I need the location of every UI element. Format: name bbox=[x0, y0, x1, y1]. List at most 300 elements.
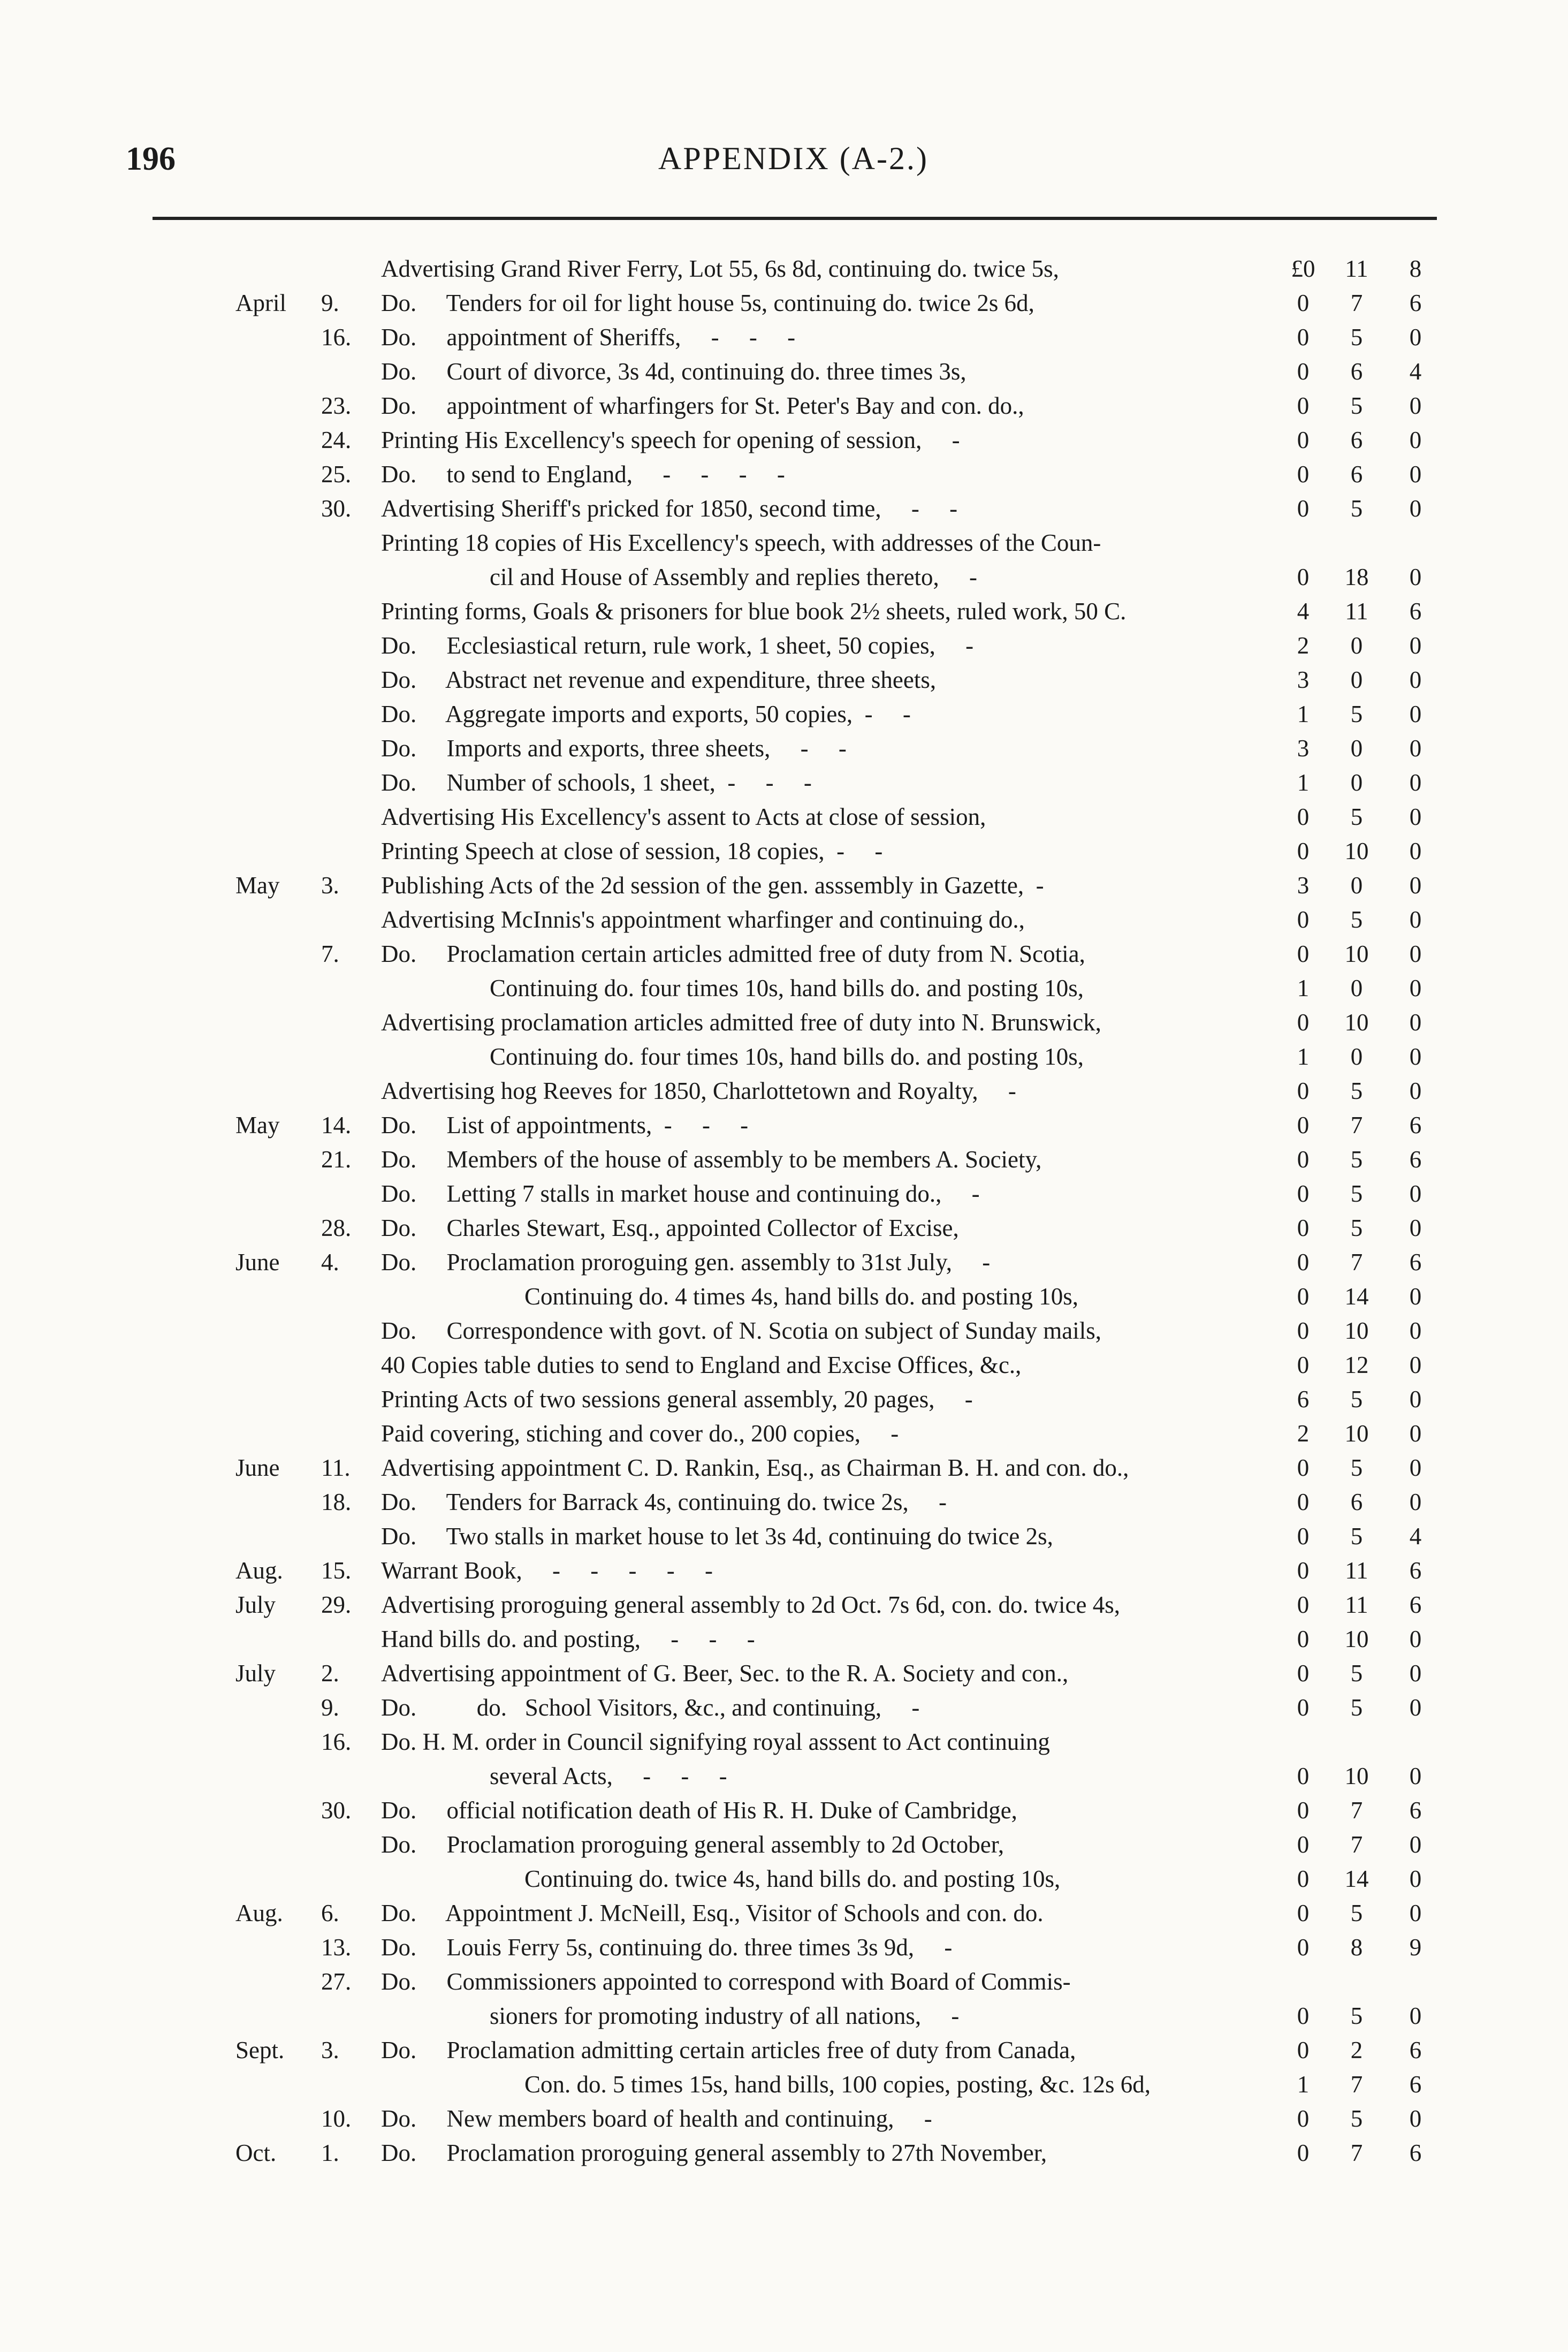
entry-month: Aug. bbox=[235, 1900, 283, 1926]
entry-description: several Acts, - - - bbox=[490, 1763, 727, 1789]
ledger-row bbox=[0, 834, 1568, 868]
amount-pence: 4 bbox=[1409, 1523, 1422, 1550]
entry-day: 1. bbox=[321, 2139, 339, 2166]
amount-shillings: 14 bbox=[1344, 1283, 1369, 1310]
amount-pounds: 0 bbox=[1297, 1283, 1310, 1310]
entry-month: July bbox=[235, 1591, 276, 1618]
entry-description: Do. Ecclesiastical return, rule work, 1 sheet, 50 copies, - bbox=[381, 632, 974, 659]
entry-description: Do. Proclamation proroguing general assembly to 27th November, bbox=[381, 2139, 1047, 2166]
amount-shillings: 7 bbox=[1350, 290, 1363, 316]
ledger-row bbox=[0, 1862, 1568, 1896]
entry-description: Do. List of appointments, - - - bbox=[381, 1112, 749, 1139]
amount-pence: 0 bbox=[1409, 1283, 1422, 1310]
entry-description: Advertising His Excellency's assent to Acts at close of session, bbox=[381, 803, 986, 830]
ledger-row bbox=[0, 663, 1568, 697]
entry-description: Con. do. 5 times 15s, hand bills, 100 copies, posting, &c. 12s 6d, bbox=[524, 2071, 1151, 2098]
amount-pounds: 0 bbox=[1297, 427, 1310, 453]
amount-pounds: 0 bbox=[1297, 1934, 1310, 1961]
amount-pounds: 0 bbox=[1297, 358, 1310, 385]
ledger-row bbox=[0, 1416, 1568, 1451]
ledger-row bbox=[0, 1005, 1568, 1040]
entry-description: Do. to send to England, - - - - bbox=[381, 461, 785, 488]
entry-description: Do. appointment of wharfingers for St. Peter's Bay and con. do., bbox=[381, 392, 1024, 419]
ledger-row bbox=[0, 1074, 1568, 1108]
entry-description: Advertising Sheriff's pricked for 1850, second time, - - bbox=[381, 495, 958, 522]
ledger-row bbox=[0, 1142, 1568, 1177]
entry-description: Printing His Excellency's speech for opening of session, - bbox=[381, 427, 960, 453]
entry-description: Publishing Acts of the 2d session of the gen. asssembly in Gazette, - bbox=[381, 872, 1044, 899]
amount-pounds: 0 bbox=[1297, 1900, 1310, 1926]
amount-shillings: 7 bbox=[1350, 2071, 1363, 2098]
amount-pounds: 3 bbox=[1297, 666, 1310, 693]
amount-shillings: 7 bbox=[1350, 1797, 1363, 1824]
entry-day: 25. bbox=[321, 461, 352, 488]
amount-shillings: 11 bbox=[1345, 1557, 1368, 1584]
amount-pence: 6 bbox=[1409, 1557, 1422, 1584]
entry-day: 7. bbox=[321, 940, 339, 967]
amount-pounds: 3 bbox=[1297, 872, 1310, 899]
amount-pounds: 0 bbox=[1297, 2037, 1310, 2063]
entry-description: Do. Abstract net revenue and expenditure, three sheets, bbox=[381, 666, 937, 693]
amount-shillings: 6 bbox=[1350, 1489, 1363, 1515]
ledger-row bbox=[0, 1999, 1568, 2033]
amount-pounds: 2 bbox=[1297, 632, 1310, 659]
ledger-row bbox=[0, 594, 1568, 628]
amount-pence: 0 bbox=[1409, 838, 1422, 864]
amount-pence: 0 bbox=[1409, 701, 1422, 727]
amount-pounds: 0 bbox=[1297, 392, 1310, 419]
page-title: APPENDIX (A-2.) bbox=[658, 141, 928, 176]
amount-pence: 0 bbox=[1409, 1043, 1422, 1070]
amount-shillings: 5 bbox=[1350, 1215, 1363, 1241]
amount-shillings: 6 bbox=[1350, 461, 1363, 488]
entry-month: June bbox=[235, 1454, 280, 1481]
amount-shillings: 5 bbox=[1350, 1694, 1363, 1721]
amount-shillings: 7 bbox=[1350, 2139, 1363, 2166]
entry-month: Sept. bbox=[235, 2037, 285, 2063]
amount-shillings: 8 bbox=[1350, 1934, 1363, 1961]
amount-pence: 0 bbox=[1409, 769, 1422, 796]
ledger-row bbox=[0, 1382, 1568, 1416]
ledger-row bbox=[0, 526, 1568, 560]
amount-pence: 6 bbox=[1409, 1146, 1422, 1173]
amount-pounds: 3 bbox=[1297, 735, 1310, 762]
amount-pounds: 0 bbox=[1297, 1831, 1310, 1858]
amount-shillings: 2 bbox=[1350, 2037, 1363, 2063]
entry-description: Do. Proclamation proroguing general assembly to 2d October, bbox=[381, 1831, 1004, 1858]
ledger-row bbox=[0, 2101, 1568, 2136]
amount-pence: 0 bbox=[1409, 1694, 1422, 1721]
ledger-row bbox=[0, 457, 1568, 491]
amount-pence: 0 bbox=[1409, 427, 1422, 453]
amount-shillings: 0 bbox=[1350, 666, 1363, 693]
amount-shillings: 6 bbox=[1350, 427, 1363, 453]
amount-pounds: 0 bbox=[1297, 1352, 1310, 1378]
amount-pounds: 0 bbox=[1297, 1865, 1310, 1892]
amount-pence: 6 bbox=[1409, 2037, 1422, 2063]
entry-description: Do. Court of divorce, 3s 4d, continuing do. three times 3s, bbox=[381, 358, 966, 385]
amount-pounds: 4 bbox=[1297, 598, 1310, 625]
amount-pence: 0 bbox=[1409, 1865, 1422, 1892]
ledger-row bbox=[0, 1108, 1568, 1142]
amount-pounds: 0 bbox=[1297, 2139, 1310, 2166]
ledger-row bbox=[0, 1930, 1568, 1964]
amount-pence: 0 bbox=[1409, 1626, 1422, 1652]
amount-pounds: 0 bbox=[1297, 290, 1310, 316]
entry-day: 2. bbox=[321, 1660, 339, 1687]
entry-day: 4. bbox=[321, 1249, 339, 1276]
entry-day: 3. bbox=[321, 2037, 339, 2063]
entry-day: 10. bbox=[321, 2105, 352, 2132]
entry-description: cil and House of Assembly and replies thereto, - bbox=[490, 564, 978, 590]
ledger-row bbox=[0, 1827, 1568, 1862]
amount-shillings: 6 bbox=[1350, 358, 1363, 385]
ledger-row bbox=[0, 286, 1568, 320]
entry-description: Do. Proclamation certain articles admitted free of duty from N. Scotia, bbox=[381, 940, 1085, 967]
entry-day: 3. bbox=[321, 872, 339, 899]
entry-description: Do. official notification death of His R. H. Duke of Cambridge, bbox=[381, 1797, 1017, 1824]
entry-description: Continuing do. four times 10s, hand bills do. and posting 10s, bbox=[490, 975, 1084, 1002]
entry-description: Do. Letting 7 stalls in market house and continuing do., - bbox=[381, 1180, 980, 1207]
amount-shillings: 0 bbox=[1350, 769, 1363, 796]
amount-pounds: 0 bbox=[1297, 1146, 1310, 1173]
amount-pounds: 1 bbox=[1297, 1043, 1310, 1070]
entry-day: 30. bbox=[321, 1797, 352, 1824]
amount-shillings: 5 bbox=[1350, 1523, 1363, 1550]
amount-shillings: 7 bbox=[1350, 1249, 1363, 1276]
amount-shillings: 5 bbox=[1350, 701, 1363, 727]
amount-pounds: 0 bbox=[1297, 1797, 1310, 1824]
entry-description: Printing Acts of two sessions general assembly, 20 pages, - bbox=[381, 1386, 973, 1413]
ledger-row bbox=[0, 628, 1568, 663]
entry-description: Printing 18 copies of His Excellency's speech, with addresses of the Coun- bbox=[381, 529, 1101, 556]
amount-pounds: 0 bbox=[1297, 1112, 1310, 1139]
entry-day: 28. bbox=[321, 1215, 352, 1241]
ledger-row bbox=[0, 1314, 1568, 1348]
amount-pence: 0 bbox=[1409, 1831, 1422, 1858]
amount-pounds: 0 bbox=[1297, 803, 1310, 830]
ledger-row bbox=[0, 1656, 1568, 1690]
amount-pence: 9 bbox=[1409, 1934, 1422, 1961]
ledger-row bbox=[0, 1279, 1568, 1314]
ledger-row bbox=[0, 423, 1568, 457]
amount-pence: 8 bbox=[1409, 255, 1422, 282]
amount-shillings: 5 bbox=[1350, 1146, 1363, 1173]
header-rule bbox=[153, 217, 1437, 220]
entry-day: 9. bbox=[321, 290, 339, 316]
amount-shillings: 5 bbox=[1350, 1660, 1363, 1687]
amount-pounds: £0 bbox=[1291, 255, 1315, 282]
amount-shillings: 5 bbox=[1350, 1900, 1363, 1926]
amount-pence: 0 bbox=[1409, 803, 1422, 830]
entry-description: Do. Two stalls in market house to let 3s 4d, continuing do twice 2s, bbox=[381, 1523, 1053, 1550]
amount-pence: 6 bbox=[1409, 1797, 1422, 1824]
entry-description: Do. Charles Stewart, Esq., appointed Collector of Excise, bbox=[381, 1215, 959, 1241]
ledger-row bbox=[0, 1177, 1568, 1211]
ledger-row bbox=[0, 560, 1568, 594]
entry-day: 16. bbox=[321, 324, 352, 351]
ledger-row bbox=[0, 1348, 1568, 1382]
ledger-row bbox=[0, 1211, 1568, 1245]
amount-shillings: 10 bbox=[1344, 1626, 1369, 1652]
entry-description: Advertising McInnis's appointment wharfinger and continuing do., bbox=[381, 906, 1025, 933]
amount-pounds: 0 bbox=[1297, 1489, 1310, 1515]
amount-shillings: 14 bbox=[1344, 1865, 1369, 1892]
amount-pounds: 0 bbox=[1297, 1763, 1310, 1789]
page-number: 196 bbox=[126, 141, 176, 177]
amount-pence: 6 bbox=[1409, 598, 1422, 625]
amount-pence: 0 bbox=[1409, 1386, 1422, 1413]
amount-pence: 0 bbox=[1409, 1215, 1422, 1241]
entry-month: July bbox=[235, 1660, 276, 1687]
amount-shillings: 7 bbox=[1350, 1831, 1363, 1858]
amount-shillings: 11 bbox=[1345, 598, 1368, 625]
amount-pence: 0 bbox=[1409, 1009, 1422, 1036]
amount-shillings: 5 bbox=[1350, 1454, 1363, 1481]
entry-description: Advertising appointment of G. Beer, Sec. to the R. A. Society and con., bbox=[381, 1660, 1069, 1687]
amount-shillings: 5 bbox=[1350, 495, 1363, 522]
amount-pounds: 2 bbox=[1297, 1420, 1310, 1447]
entry-description: Do. H. M. order in Council signifying royal asssent to Act continuing bbox=[381, 1728, 1050, 1755]
entry-description: sioners for promoting industry of all nations, - bbox=[490, 2002, 960, 2029]
ledger-row bbox=[0, 252, 1568, 286]
entry-day: 6. bbox=[321, 1900, 339, 1926]
ledger-row bbox=[0, 491, 1568, 526]
amount-pounds: 6 bbox=[1297, 1386, 1310, 1413]
entry-description: Do. Proclamation proroguing gen. assembly to 31st July, - bbox=[381, 1249, 991, 1276]
entry-description: 40 Copies table duties to send to England and Excise Offices, &c., bbox=[381, 1352, 1022, 1378]
entry-description: Do. Imports and exports, three sheets, - - bbox=[381, 735, 847, 762]
ledger-row bbox=[0, 2067, 1568, 2101]
entry-month: April bbox=[235, 290, 286, 316]
amount-pence: 0 bbox=[1409, 495, 1422, 522]
amount-pence: 0 bbox=[1409, 1489, 1422, 1515]
amount-pence: 6 bbox=[1409, 290, 1422, 316]
entry-description: Advertising proclamation articles admitted free of duty into N. Brunswick, bbox=[381, 1009, 1101, 1036]
entry-day: 21. bbox=[321, 1146, 352, 1173]
ledger-row bbox=[0, 1553, 1568, 1588]
entry-description: Continuing do. four times 10s, hand bills do. and posting 10s, bbox=[490, 1043, 1084, 1070]
entry-day: 15. bbox=[321, 1557, 352, 1584]
entry-description: Do. Correspondence with govt. of N. Scotia on subject of Sunday mails, bbox=[381, 1317, 1102, 1344]
entry-description: Do. appointment of Sheriffs, - - - bbox=[381, 324, 796, 351]
ledger-row bbox=[0, 937, 1568, 971]
amount-pounds: 0 bbox=[1297, 324, 1310, 351]
amount-pence: 0 bbox=[1409, 872, 1422, 899]
amount-pounds: 1 bbox=[1297, 701, 1310, 727]
amount-pence: 0 bbox=[1409, 2002, 1422, 2029]
entry-day: 29. bbox=[321, 1591, 352, 1618]
amount-pence: 0 bbox=[1409, 1180, 1422, 1207]
amount-shillings: 0 bbox=[1350, 735, 1363, 762]
amount-pounds: 1 bbox=[1297, 769, 1310, 796]
amount-pounds: 0 bbox=[1297, 1009, 1310, 1036]
amount-pounds: 0 bbox=[1297, 1249, 1310, 1276]
amount-pence: 0 bbox=[1409, 1078, 1422, 1104]
ledger-row bbox=[0, 2033, 1568, 2067]
amount-shillings: 5 bbox=[1350, 906, 1363, 933]
ledger-row bbox=[0, 800, 1568, 834]
amount-shillings: 0 bbox=[1350, 1043, 1363, 1070]
amount-pounds: 0 bbox=[1297, 1591, 1310, 1618]
amount-shillings: 0 bbox=[1350, 975, 1363, 1002]
ledger-row bbox=[0, 1588, 1568, 1622]
ledger-table bbox=[0, 252, 1568, 2170]
amount-pounds: 1 bbox=[1297, 975, 1310, 1002]
amount-pence: 0 bbox=[1409, 632, 1422, 659]
entry-description: Warrant Book, - - - - - bbox=[381, 1557, 713, 1584]
amount-shillings: 11 bbox=[1345, 1591, 1368, 1618]
entry-description: Advertising hog Reeves for 1850, Charlottetown and Royalty, - bbox=[381, 1078, 1016, 1104]
amount-pounds: 0 bbox=[1297, 1454, 1310, 1481]
amount-pounds: 0 bbox=[1297, 1078, 1310, 1104]
entry-description: Continuing do. 4 times 4s, hand bills do. and posting 10s, bbox=[524, 1283, 1079, 1310]
entry-day: 14. bbox=[321, 1112, 352, 1139]
ledger-row bbox=[0, 1622, 1568, 1656]
entry-description: Continuing do. twice 4s, hand bills do. and posting 10s, bbox=[524, 1865, 1061, 1892]
amount-shillings: 10 bbox=[1344, 1317, 1369, 1344]
amount-pounds: 0 bbox=[1297, 2002, 1310, 2029]
entry-description: Paid covering, stiching and cover do., 200 copies, - bbox=[381, 1420, 899, 1447]
amount-shillings: 10 bbox=[1344, 838, 1369, 864]
amount-pounds: 0 bbox=[1297, 1694, 1310, 1721]
amount-shillings: 12 bbox=[1344, 1352, 1369, 1378]
amount-pence: 0 bbox=[1409, 1420, 1422, 1447]
ledger-row bbox=[0, 320, 1568, 354]
ledger-row bbox=[0, 902, 1568, 937]
amount-pence: 6 bbox=[1409, 2139, 1422, 2166]
amount-pounds: 0 bbox=[1297, 461, 1310, 488]
amount-shillings: 10 bbox=[1344, 1763, 1369, 1789]
entry-day: 11. bbox=[321, 1454, 351, 1481]
amount-pounds: 0 bbox=[1297, 906, 1310, 933]
amount-shillings: 5 bbox=[1350, 1078, 1363, 1104]
ledger-row bbox=[0, 765, 1568, 800]
entry-description: Do. Commissioners appointed to correspond with Board of Commis- bbox=[381, 1968, 1071, 1995]
amount-pounds: 0 bbox=[1297, 1180, 1310, 1207]
ledger-row bbox=[0, 1451, 1568, 1485]
amount-pence: 0 bbox=[1409, 666, 1422, 693]
amount-pounds: 1 bbox=[1297, 2071, 1310, 2098]
amount-pence: 0 bbox=[1409, 461, 1422, 488]
amount-pence: 0 bbox=[1409, 1352, 1422, 1378]
entry-month: Aug. bbox=[235, 1557, 283, 1584]
entry-month: Oct. bbox=[235, 2139, 277, 2166]
ledger-row bbox=[0, 1485, 1568, 1519]
amount-pence: 0 bbox=[1409, 1763, 1422, 1789]
entry-description: Do. Appointment J. McNeill, Esq., Visitor of Schools and con. do. bbox=[381, 1900, 1044, 1926]
ledger-row bbox=[0, 1725, 1568, 1759]
amount-pounds: 0 bbox=[1297, 838, 1310, 864]
amount-pounds: 0 bbox=[1297, 1557, 1310, 1584]
amount-shillings: 0 bbox=[1350, 872, 1363, 899]
amount-pence: 0 bbox=[1409, 564, 1422, 590]
entry-month: June bbox=[235, 1249, 280, 1276]
amount-pence: 6 bbox=[1409, 1112, 1422, 1139]
amount-pounds: 0 bbox=[1297, 1660, 1310, 1687]
amount-pence: 0 bbox=[1409, 975, 1422, 1002]
amount-shillings: 5 bbox=[1350, 324, 1363, 351]
entry-day: 13. bbox=[321, 1934, 352, 1961]
ledger-row bbox=[0, 1793, 1568, 1827]
entry-day: 9. bbox=[321, 1694, 339, 1721]
amount-pence: 6 bbox=[1409, 1249, 1422, 1276]
amount-shillings: 5 bbox=[1350, 2105, 1363, 2132]
amount-pounds: 0 bbox=[1297, 940, 1310, 967]
amount-pence: 4 bbox=[1409, 358, 1422, 385]
ledger-row bbox=[0, 354, 1568, 389]
amount-pence: 0 bbox=[1409, 2105, 1422, 2132]
amount-shillings: 5 bbox=[1350, 803, 1363, 830]
entry-month: May bbox=[235, 1112, 280, 1139]
entry-description: Do. Aggregate imports and exports, 50 copies, - - bbox=[381, 701, 911, 727]
amount-shillings: 5 bbox=[1350, 1386, 1363, 1413]
entry-day: 27. bbox=[321, 1968, 352, 1995]
amount-pence: 0 bbox=[1409, 940, 1422, 967]
amount-shillings: 5 bbox=[1350, 2002, 1363, 2029]
entry-description: Do. do. School Visitors, &c., and continuing, - bbox=[381, 1694, 920, 1721]
ledger-row bbox=[0, 1964, 1568, 1999]
ledger-row bbox=[0, 971, 1568, 1005]
entry-description: Advertising proroguing general assembly to 2d Oct. 7s 6d, con. do. twice 4s, bbox=[381, 1591, 1121, 1618]
entry-day: 18. bbox=[321, 1489, 352, 1515]
amount-pence: 6 bbox=[1409, 2071, 1422, 2098]
entry-description: Printing forms, Goals & prisoners for blue book 2½ sheets, ruled work, 50 C. bbox=[381, 598, 1126, 625]
entry-day: 24. bbox=[321, 427, 352, 453]
entry-description: Do. Number of schools, 1 sheet, - - - bbox=[381, 769, 812, 796]
ledger-row bbox=[0, 1245, 1568, 1279]
entry-day: 23. bbox=[321, 392, 352, 419]
entry-description: Advertising appointment C. D. Rankin, Esq., as Chairman B. H. and con. do., bbox=[381, 1454, 1129, 1481]
ledger-row bbox=[0, 1040, 1568, 1074]
amount-shillings: 18 bbox=[1344, 564, 1369, 590]
entry-day: 16. bbox=[321, 1728, 352, 1755]
amount-pounds: 0 bbox=[1297, 1523, 1310, 1550]
amount-pounds: 0 bbox=[1297, 495, 1310, 522]
entry-description: Do. Members of the house of assembly to be members A. Society, bbox=[381, 1146, 1042, 1173]
amount-pence: 0 bbox=[1409, 1660, 1422, 1687]
amount-pounds: 0 bbox=[1297, 1215, 1310, 1241]
entry-day: 30. bbox=[321, 495, 352, 522]
ledger-row bbox=[0, 731, 1568, 765]
entry-description: Do. New members board of health and continuing, - bbox=[381, 2105, 932, 2132]
amount-pence: 0 bbox=[1409, 1317, 1422, 1344]
amount-shillings: 7 bbox=[1350, 1112, 1363, 1139]
amount-pence: 0 bbox=[1409, 392, 1422, 419]
amount-pounds: 0 bbox=[1297, 1317, 1310, 1344]
entry-description: Do. Louis Ferry 5s, continuing do. three times 3s 9d, - bbox=[381, 1934, 953, 1961]
amount-shillings: 10 bbox=[1344, 1420, 1369, 1447]
amount-shillings: 0 bbox=[1350, 632, 1363, 659]
amount-shillings: 10 bbox=[1344, 1009, 1369, 1036]
entry-description: Hand bills do. and posting, - - - bbox=[381, 1626, 755, 1652]
entry-description: Advertising Grand River Ferry, Lot 55, 6s 8d, continuing do. twice 5s, bbox=[381, 255, 1059, 282]
amount-pounds: 0 bbox=[1297, 1626, 1310, 1652]
ledger-row bbox=[0, 2136, 1568, 2170]
amount-pounds: 0 bbox=[1297, 2105, 1310, 2132]
ledger-row bbox=[0, 1690, 1568, 1725]
ledger-row bbox=[0, 697, 1568, 731]
amount-pence: 0 bbox=[1409, 735, 1422, 762]
ledger-row bbox=[0, 1519, 1568, 1553]
entry-month: May bbox=[235, 872, 280, 899]
amount-shillings: 10 bbox=[1344, 940, 1369, 967]
amount-pence: 0 bbox=[1409, 324, 1422, 351]
amount-pence: 0 bbox=[1409, 1900, 1422, 1926]
amount-pence: 0 bbox=[1409, 1454, 1422, 1481]
amount-shillings: 11 bbox=[1345, 255, 1368, 282]
entry-description: Do. Tenders for oil for light house 5s, continuing do. twice 2s 6d, bbox=[381, 290, 1034, 316]
